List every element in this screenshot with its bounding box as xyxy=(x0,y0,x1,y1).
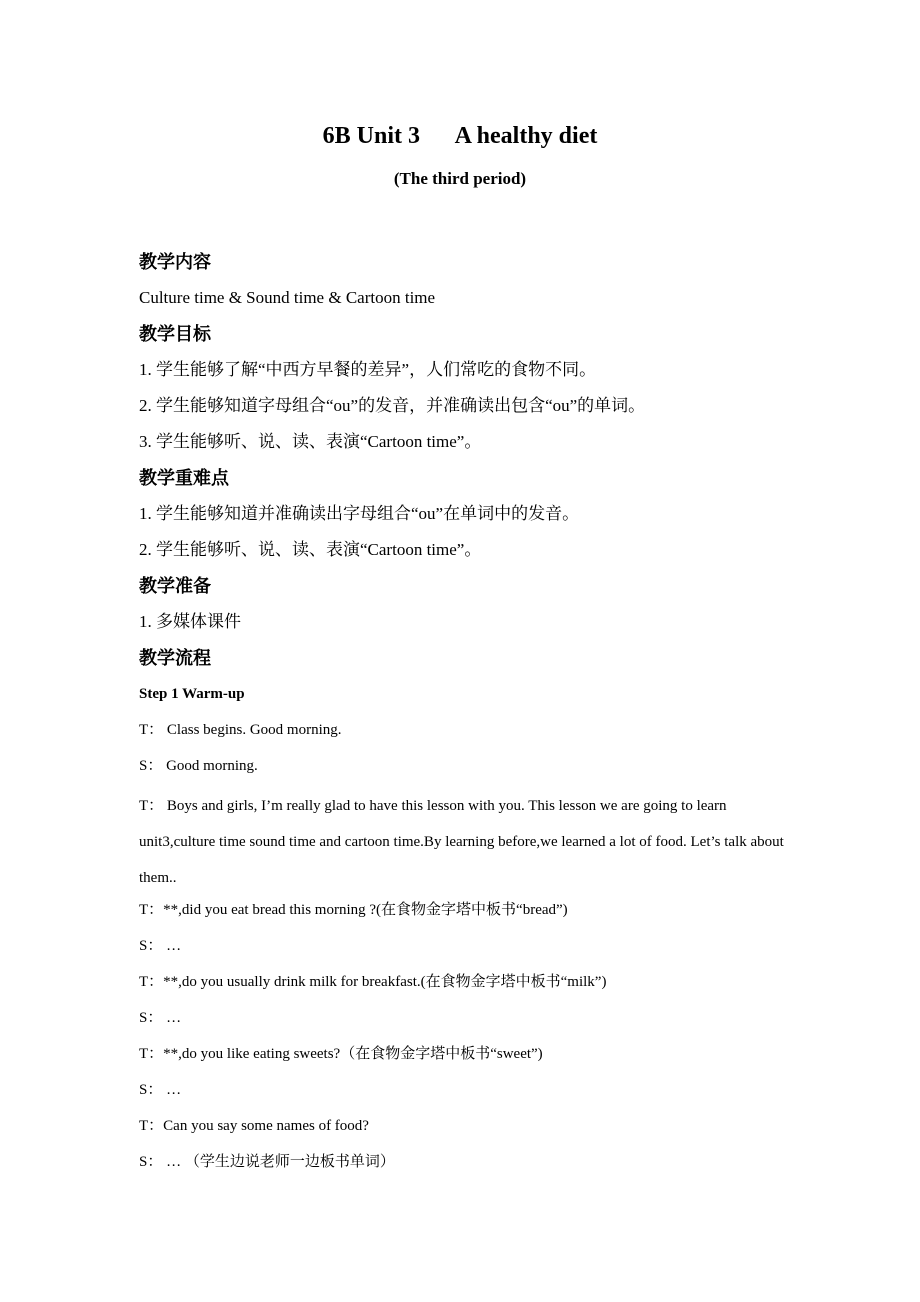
dialogue-line xyxy=(139,932,789,968)
speaker-label: S： xyxy=(139,938,163,954)
section-heading-process: 教学流程 xyxy=(139,648,211,668)
dialogue-text: Class begins. Good morning. xyxy=(163,722,342,738)
dialogue-text: **,do you like eating sweets?（在食物金字塔中板书“sweet”) xyxy=(163,1046,543,1062)
dialogue-text: … xyxy=(162,1082,182,1098)
dialogue-text: Good morning. xyxy=(162,758,258,774)
dialogue-line xyxy=(139,1004,789,1040)
dialogue-text: Boys and girls, I’m really glad to have this lesson with you. This lesson we are going to learn unit3,culture time sound time and cartoon time.By learning before,we learned a lot of food. Let’s talk about them.. xyxy=(139,798,784,886)
speaker-label: T： xyxy=(139,974,164,990)
dialogue-text: … xyxy=(162,938,182,954)
goal-item-2: 2. 学生能够知道字母组合“ou”的发音，并准确读出包含“ou”的单词。 xyxy=(139,396,646,415)
document-subtitle: (The third period) xyxy=(393,169,527,188)
document-body xyxy=(139,248,789,1184)
dialogue-line xyxy=(139,716,789,752)
dialogue-line xyxy=(139,1076,789,1112)
goal-item-3: 3. 学生能够听、说、读、表演“Cartoon time”。 xyxy=(139,432,482,451)
dialogue-text: … xyxy=(162,1010,182,1026)
dialogue-line xyxy=(139,1040,789,1076)
dialogue-line xyxy=(139,968,789,1004)
section-heading-preparation: 教学准备 xyxy=(139,576,211,596)
dialogue-text: Can you say some names of food? xyxy=(163,1118,369,1134)
dialogue-text: **,did you eat bread this morning ?(在食物金字塔中板书“bread”) xyxy=(163,902,568,918)
section-heading-goals: 教学目标 xyxy=(139,324,211,344)
dialogue-line xyxy=(139,1112,789,1148)
keypoint-item-1: 1. 学生能够知道并准确读出字母组合“ou”在单词中的发音。 xyxy=(139,504,580,523)
keypoint-item-2: 2. 学生能够听、说、读、表演“Cartoon time”。 xyxy=(139,540,482,559)
step-heading-warm-up: Step 1 Warm-up xyxy=(139,686,245,702)
speaker-label: T： xyxy=(139,1118,164,1134)
speaker-label: T： xyxy=(139,722,164,738)
preparation-item-1: 1. 多媒体课件 xyxy=(139,612,241,631)
speaker-label: T： xyxy=(139,902,164,918)
speaker-label: S： xyxy=(139,1082,163,1098)
section-heading-keypoints: 教学重难点 xyxy=(139,468,229,488)
dialogue-line xyxy=(139,896,789,932)
dialogue-line xyxy=(139,752,789,788)
dialogue-line xyxy=(139,1148,789,1184)
goal-item-1: 1. 学生能够了解“中西方早餐的差异”，人们常吃的食物不同。 xyxy=(139,360,597,379)
speaker-label: S： xyxy=(139,1010,163,1026)
dialogue-text: … （学生边说老师一边板书单词） xyxy=(162,1154,395,1170)
content-text: Culture time & Sound time & Cartoon time xyxy=(139,288,436,307)
dialogue-line xyxy=(139,788,789,896)
speaker-label: S： xyxy=(139,758,163,774)
speaker-label: S： xyxy=(139,1154,163,1170)
section-heading-content: 教学内容 xyxy=(139,252,211,272)
speaker-label: T： xyxy=(139,1046,164,1062)
document-title: 6B Unit 3 A healthy diet xyxy=(322,123,598,149)
dialogue-text: **,do you usually drink milk for breakfast.(在食物金字塔中板书“milk”) xyxy=(163,974,607,990)
speaker-label: T： xyxy=(139,798,164,814)
